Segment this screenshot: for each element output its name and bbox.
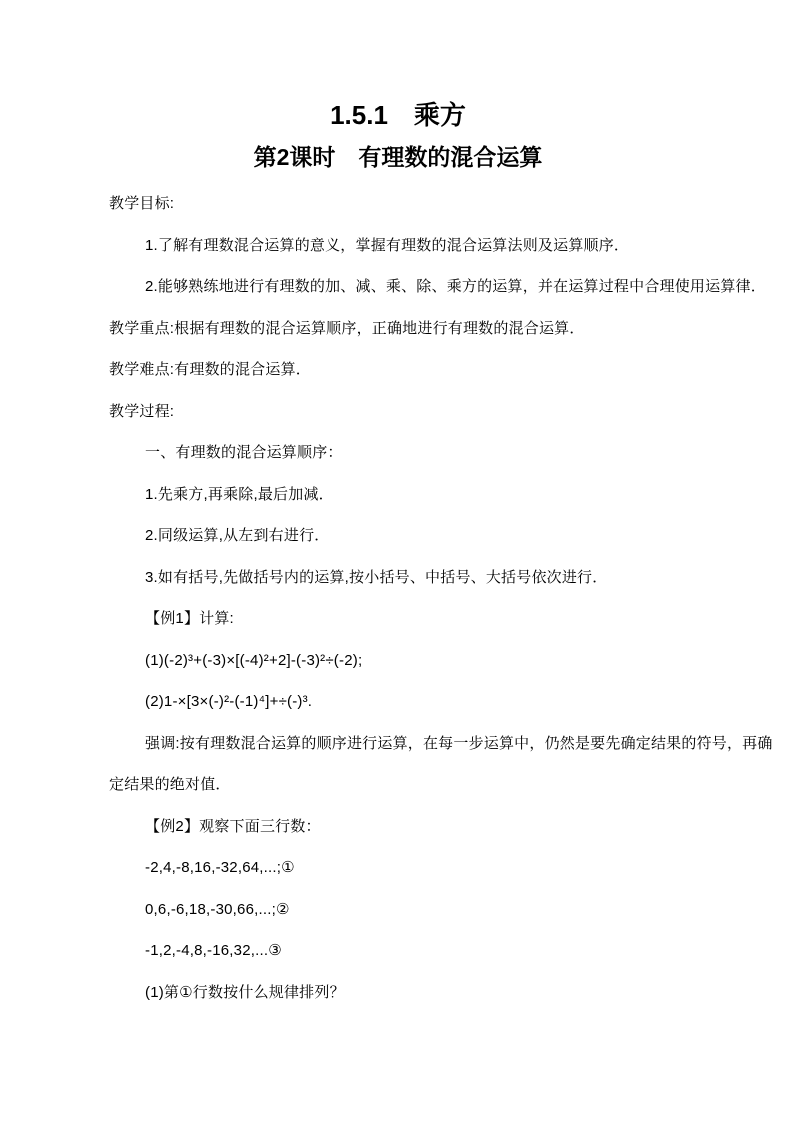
- teaching-process-heading: 教学过程:: [109, 402, 175, 420]
- objective-item-2: 2.能够熟练地进行有理数的加、减、乘、除、乘方的运算，并在运算过程中合理使用运算律．: [145, 278, 766, 295]
- objective-item-1: 1.了解有理数混合运算的意义，掌握有理数的混合运算法则及运算顺序．: [145, 236, 630, 254]
- number-sequence-1: -2,4,-8,16,-32,64,...;①: [145, 859, 295, 876]
- example1-formula-2: (2)1-×[3×(-)²-(-1)⁴]+÷(-)³.: [145, 693, 313, 710]
- operation-rule-3: 3.如有括号,先做括号内的运算,按小括号、中括号、大括号依次进行．: [145, 568, 608, 586]
- example2-heading: 【例2】观察下面三行数：: [145, 817, 321, 835]
- emphasis-note-line1: 强调:按有理数混合运算的顺序进行运算，在每一步运算中，仍然是要先确定结果的符号，再确: [145, 734, 773, 752]
- lesson-title: 1.5.1 乘方: [330, 100, 466, 130]
- example2-question-1: (1)第①行数按什么规律排列？: [145, 983, 345, 1001]
- example1-heading: 【例1】计算:: [145, 610, 234, 627]
- lesson-subtitle: 第2课时 有理数的混合运算: [253, 144, 543, 170]
- section-one-heading: 一、有理数的混合运算顺序：: [145, 444, 343, 461]
- number-sequence-3: -1,2,-4,8,-16,32,...③: [145, 942, 282, 959]
- teaching-key-point: 教学重点:根据有理数的混合运算顺序，正确地进行有理数的混合运算．: [109, 319, 585, 337]
- emphasis-note-line2: 定结果的绝对值．: [109, 776, 231, 793]
- number-sequence-2: 0,6,-6,18,-30,66,...;②: [145, 900, 290, 918]
- operation-rule-2: 2.同级运算,从左到右进行．: [145, 527, 330, 544]
- teaching-objectives-heading: 教学目标:: [109, 195, 175, 212]
- example1-formula-1: (1)(-2)³+(-3)×[(-4)²+2]-(-3)²÷(-2);: [145, 651, 363, 669]
- teaching-difficulty: 教学难点:有理数的混合运算．: [109, 361, 311, 378]
- operation-rule-1: 1.先乘方,再乘除,最后加减．: [145, 485, 334, 503]
